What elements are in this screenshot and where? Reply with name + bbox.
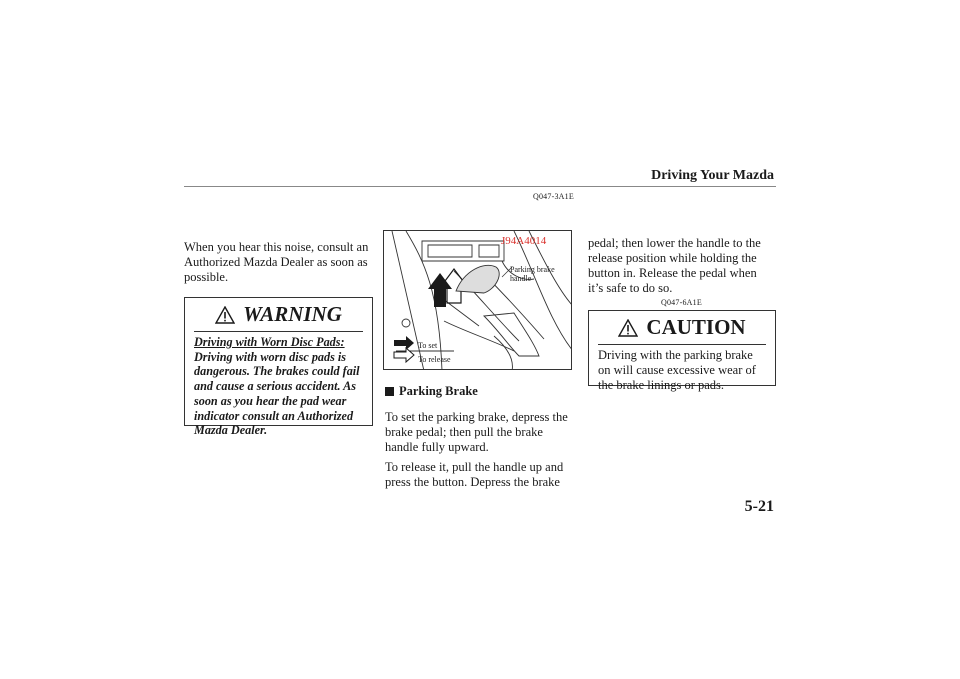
parking-brake-paragraph-1: To set the parking brake, depress the brake pedal; then pull the brake handle fully upward. bbox=[385, 410, 568, 454]
parking-brake-paragraph-2: To release it, pull the handle up and press the button. Depress the brake bbox=[385, 460, 564, 489]
page-number: 5-21 bbox=[744, 498, 774, 515]
figure-id: J94A4014 bbox=[501, 235, 547, 247]
warning-rule bbox=[194, 331, 363, 332]
caution-box bbox=[588, 310, 776, 392]
caution-text: Driving with the parking brake on will cause excessive wear of the brake linings or pads. bbox=[598, 348, 756, 392]
caution-title-text: CAUTION bbox=[646, 315, 746, 339]
warning-body: Driving with worn disc pads is dangerous. The brakes could fail and cause a serious accident. As soon as you hear the pad wear indicator consult an Authorized Mazda Dealer. bbox=[194, 349, 360, 438]
running-header: Driving Your Mazda bbox=[651, 168, 774, 183]
set-arrow-icon bbox=[394, 336, 414, 350]
warning-heading: Driving with Worn Disc Pads: bbox=[194, 335, 345, 349]
caution-title bbox=[589, 315, 775, 340]
intro-paragraph: When you hear this noise, consult an Authorized Mazda Dealer as soon as possible. bbox=[184, 240, 369, 284]
parking-brake-handle-label: Parking brake handle bbox=[510, 265, 555, 283]
section-code-top: Q047-3A1E bbox=[533, 192, 574, 201]
section-code-caution: Q047-6A1E bbox=[661, 298, 702, 307]
parking-brake-drawing bbox=[384, 231, 572, 370]
warning-box bbox=[184, 297, 373, 438]
caution-triangle-icon bbox=[618, 319, 638, 337]
parking-brake-heading bbox=[385, 384, 478, 399]
to-set-label: To set bbox=[418, 341, 438, 350]
caution-rule bbox=[598, 344, 766, 345]
continuation-paragraph: pedal; then lower the handle to the release position while holding the button in. Release the pedal when it’s safe to do so. bbox=[588, 236, 761, 295]
warning-text bbox=[185, 335, 372, 438]
parking-brake-heading-text: Parking Brake bbox=[399, 384, 478, 398]
section-square-icon bbox=[385, 387, 394, 396]
release-arrow-icon bbox=[394, 348, 414, 362]
warning-title-text: WARNING bbox=[243, 302, 342, 326]
header-rule bbox=[184, 186, 776, 187]
parking-brake-illustration bbox=[383, 230, 572, 370]
to-release-label: To release bbox=[418, 355, 451, 364]
warning-triangle-icon bbox=[215, 306, 235, 324]
warning-title bbox=[185, 302, 372, 327]
